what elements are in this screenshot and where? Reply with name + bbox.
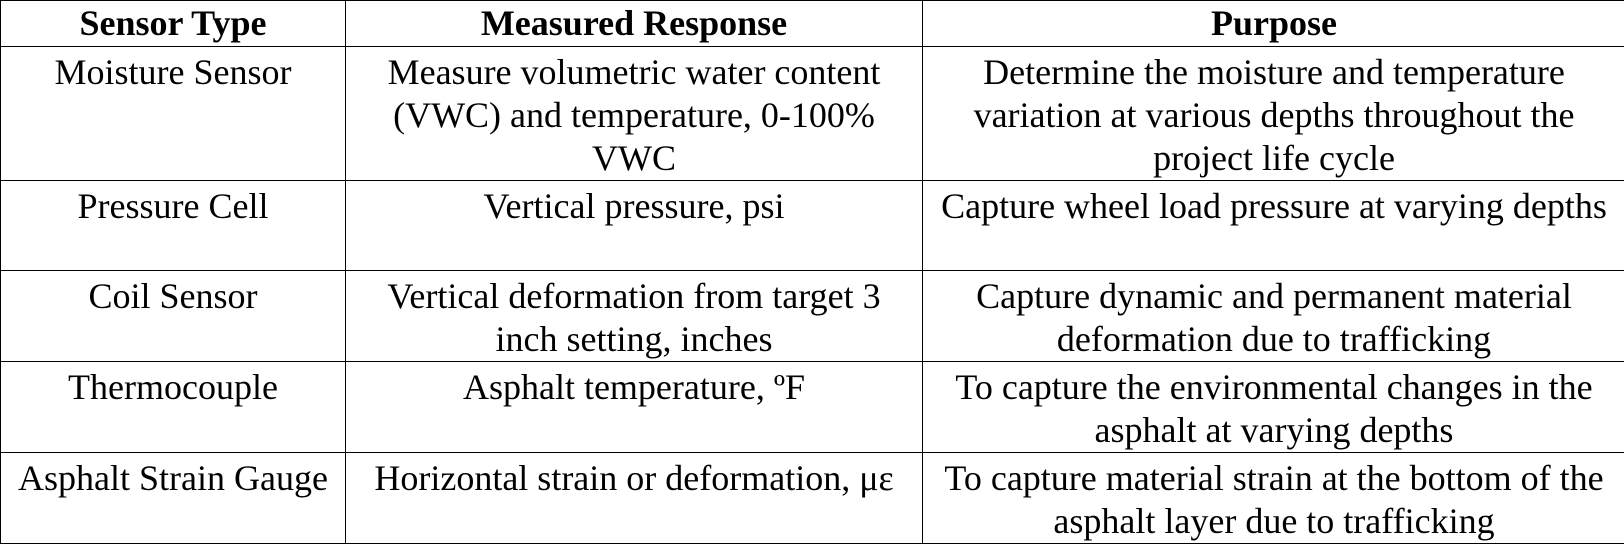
cell-measured-response: Asphalt temperature, ºF xyxy=(346,362,923,453)
table-row xyxy=(1,362,1624,453)
table-row xyxy=(1,181,1624,271)
header-measured-response: Measured Response xyxy=(346,1,923,47)
table-body xyxy=(1,47,1624,544)
header-purpose: Purpose xyxy=(923,1,1624,47)
header-row xyxy=(1,1,1624,47)
table-row xyxy=(1,271,1624,362)
cell-purpose: Determine the moisture and temperature variation at various depths throughout the project life cycle xyxy=(923,47,1624,181)
cell-sensor-type: Thermocouple xyxy=(1,362,346,453)
table-row xyxy=(1,453,1624,544)
cell-purpose: Capture wheel load pressure at varying depths xyxy=(923,181,1624,271)
cell-sensor-type: Coil Sensor xyxy=(1,271,346,362)
cell-measured-response: Measure volumetric water content (VWC) and temperature, 0-100% VWC xyxy=(346,47,923,181)
table-row xyxy=(1,47,1624,181)
header-sensor-type: Sensor Type xyxy=(1,1,346,47)
cell-purpose: To capture material strain at the bottom of the asphalt layer due to trafficking xyxy=(923,453,1624,544)
cell-sensor-type: Moisture Sensor xyxy=(1,47,346,181)
cell-purpose: Capture dynamic and permanent material deformation due to trafficking xyxy=(923,271,1624,362)
cell-measured-response: Vertical pressure, psi xyxy=(346,181,923,271)
cell-measured-response: Horizontal strain or deformation, με xyxy=(346,453,923,544)
cell-sensor-type: Pressure Cell xyxy=(1,181,346,271)
cell-sensor-type: Asphalt Strain Gauge xyxy=(1,453,346,544)
table-header xyxy=(1,1,1624,47)
cell-purpose: To capture the environmental changes in the asphalt at varying depths xyxy=(923,362,1624,453)
cell-measured-response: Vertical deformation from target 3 inch setting, inches xyxy=(346,271,923,362)
